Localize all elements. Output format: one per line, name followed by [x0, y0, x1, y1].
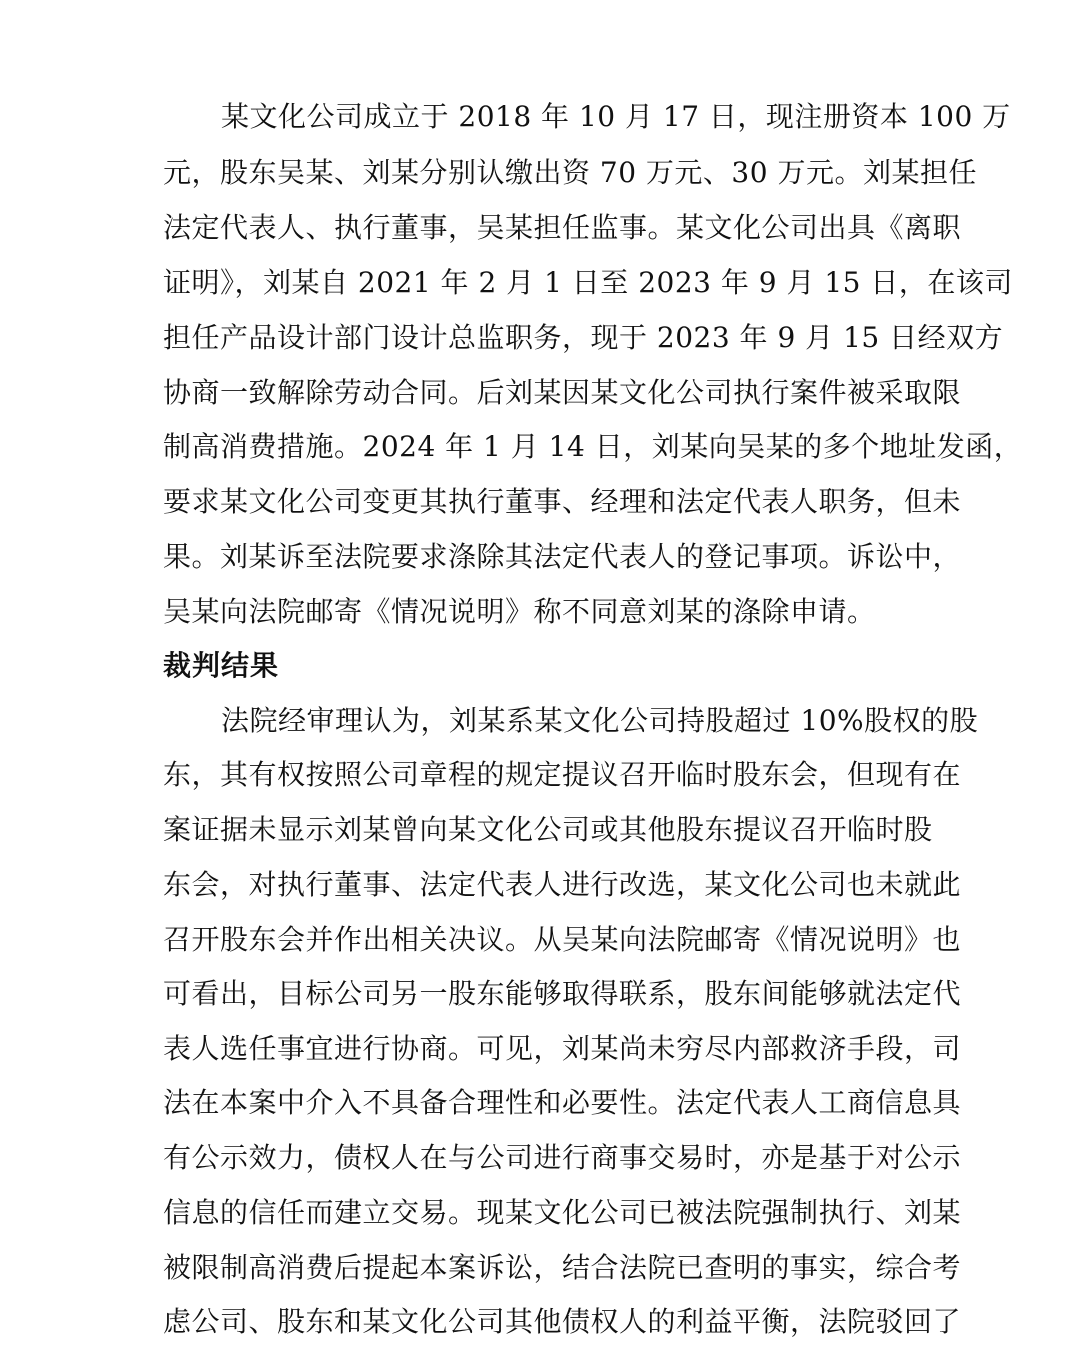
paragraph-2-line-9: 有公示效力，债权人在与公司进行商事交易时，亦是基于对公示 [163, 1141, 962, 1174]
paragraph-2-line-12: 虑公司、股东和某文化公司其他债权人的利益平衡，法院驳回了 [163, 1305, 962, 1338]
paragraph-1-line-10: 吴某向法院邮寄《情况说明》称不同意刘某的涤除申请。 [163, 595, 876, 628]
paragraph-2-line-4: 东会，对执行董事、法定代表人进行改选，某文化公司也未就此 [163, 868, 962, 901]
paragraph-2-line-10: 信息的信任而建立交易。现某文化公司已被法院强制执行、刘某 [163, 1196, 962, 1229]
paragraph-1-line-9: 果。刘某诉至法院要求涤除其法定代表人的登记事项。诉讼中， [163, 540, 962, 573]
paragraph-2-line-7: 表人选任事宜进行协商。可见，刘某尚未穷尽内部救济手段，司 [163, 1032, 962, 1065]
paragraph-1-line-7: 制高消费措施。2024 年 1 月 14 日，刘某向吴某的多个地址发函， [163, 430, 1023, 463]
paragraph-2-line-8: 法在本案中介入不具备合理性和必要性。法定代表人工商信息具 [163, 1086, 962, 1119]
section-heading: 裁判结果 [163, 649, 280, 682]
paragraph-1-line-8: 要求某文化公司变更其执行董事、经理和法定代表人职务，但未 [163, 485, 962, 518]
paragraph-1-line-6: 协商一致解除劳动合同。后刘某因某文化公司执行案件被采取限 [163, 376, 962, 409]
paragraph-2-line-11: 被限制高消费后提起本案诉讼，结合法院已查明的事实，综合考 [163, 1251, 962, 1284]
paragraph-1-line-3: 法定代表人、执行董事，吴某担任监事。某文化公司出具《离职 [163, 211, 962, 244]
paragraph-1-line-1: 某文化公司成立于 2018 年 10 月 17 日，现注册资本 100 万 [221, 100, 1011, 133]
paragraph-1-line-4: 证明》，刘某自 2021 年 2 月 1 日至 2023 年 9 月 15 日，在该司 [163, 266, 1013, 299]
paragraph-1-line-2: 元，股东吴某、刘某分别认缴出资 70 万元、30 万元。刘某担任 [163, 156, 977, 189]
paragraph-2-line-5: 召开股东会并作出相关决议。从吴某向法院邮寄《情况说明》也 [163, 923, 962, 956]
paragraph-2-line-3: 案证据未显示刘某曾向某文化公司或其他股东提议召开临时股 [163, 813, 933, 846]
paragraph-2-line-6: 可看出，目标公司另一股东能够取得联系，股东间能够就法定代 [163, 977, 962, 1010]
paragraph-1-line-5: 担任产品设计部门设计总监职务，现于 2023 年 9 月 15 日经双方 [163, 321, 1004, 354]
paragraph-2-line-2: 东，其有权按照公司章程的规定提议召开临时股东会，但现有在 [163, 758, 962, 791]
paragraph-2-line-1: 法院经审理认为，刘某系某文化公司持股超过 10%股权的股 [221, 704, 979, 737]
